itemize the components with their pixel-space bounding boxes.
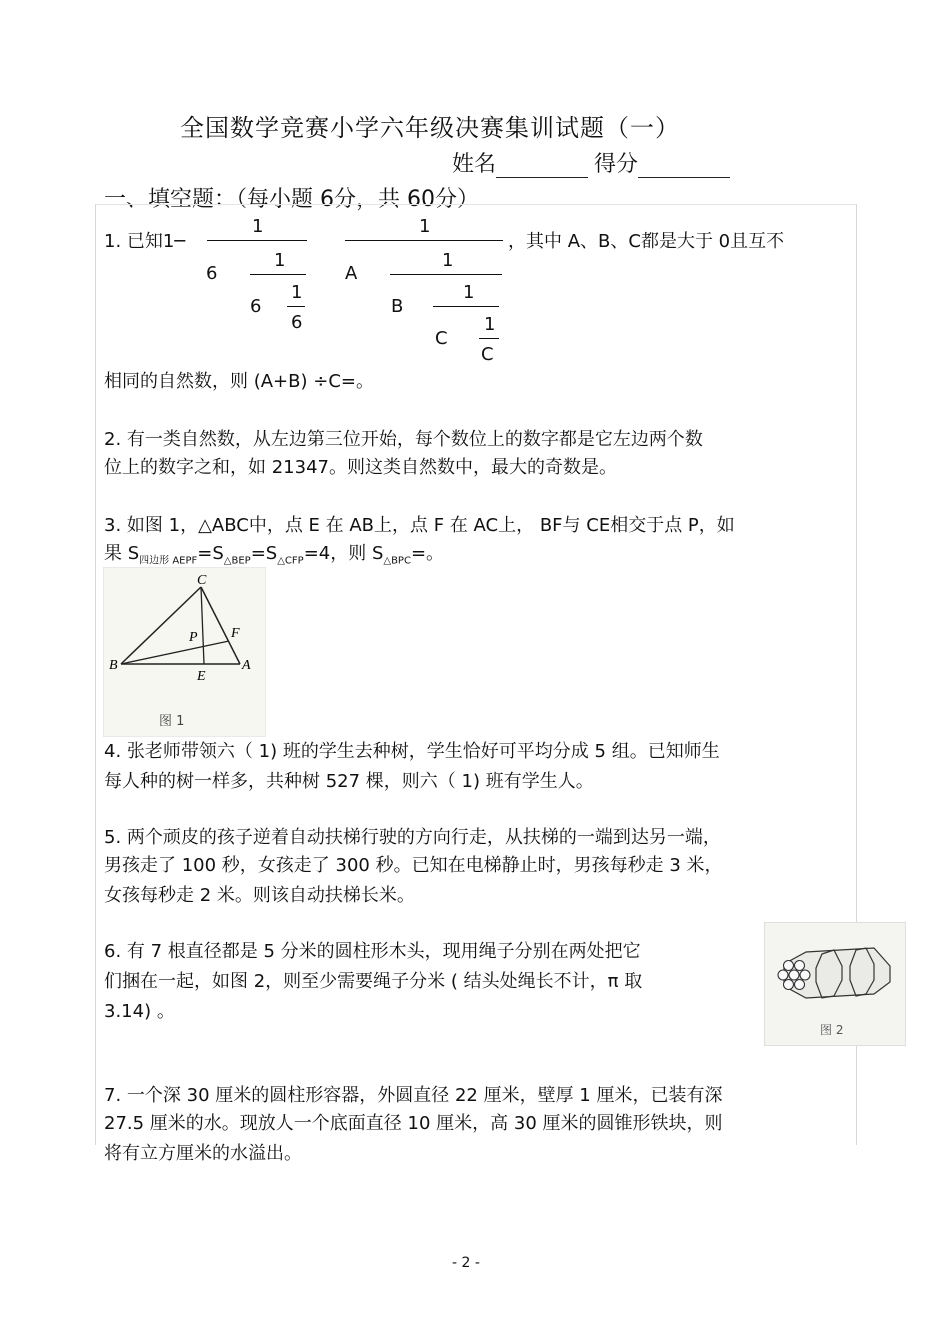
q6-line3: 3.14) 。 — [104, 1001, 175, 1022]
q5-line3: 女孩每秒走 2 米。则该自动扶梯长米。 — [104, 885, 415, 906]
q7-line1: 7. 一个深 30 厘米的圆柱形容器，外圆直径 22 厘米，壁厚 1 厘米，已装有深 — [104, 1085, 723, 1106]
page-title: 全国数学竞赛小学六年级决赛集训试题（一） — [180, 114, 680, 142]
q1-right-bar — [345, 240, 503, 241]
q1-left-six-3: 6 — [291, 312, 303, 333]
label-P: P — [189, 630, 198, 645]
figure-1-caption: 图 1 — [159, 714, 185, 729]
score-blank[interactable] — [638, 155, 730, 178]
q1-line2: 相同的自然数，则 (A+B) ÷C=。 — [104, 371, 374, 392]
q1-left-bar — [207, 240, 307, 241]
label-E: E — [197, 669, 206, 684]
label-F: F — [231, 626, 240, 641]
figure-2-logs — [764, 922, 906, 1046]
q1-right-numerator: 1 — [419, 216, 431, 237]
q5-line2: 男孩走了 100 秒，女孩走了 300 秒。已知在电梯静止时，男孩每秒走 3 米， — [104, 855, 723, 876]
q1-left-inner-bar — [250, 274, 306, 275]
q3-line2: 果 $S_{四边形 AEPF}=S_{\triangle BEP}=S_{\triangle CFP}=4$，则 $S_{\triangle BPC}=$。 — [104, 543, 445, 567]
q1-left-numerator: 1 — [252, 216, 264, 237]
name-blank[interactable] — [496, 155, 588, 178]
q1-right-C: C — [435, 328, 448, 349]
section-heading: 一、填空题：（每小题 6分，共 60分） — [104, 187, 479, 212]
q1-right-A: A — [345, 263, 358, 284]
q4-line1: 4. 张老师带领六（ 1) 班的学生去种树，学生恰好可平均分成 5 组。已知师生 — [104, 741, 720, 762]
q1-right-inner3-bar — [479, 338, 499, 339]
q1-left-six-2: 6 — [250, 296, 262, 317]
q1-right-inner2-bar — [433, 306, 499, 307]
label-B: B — [109, 658, 118, 673]
q2-line2: 位上的数字之和，如 21347。则这类自然数中，最大的奇数是。 — [104, 457, 617, 478]
q1-left-inner2-numerator: 1 — [291, 282, 303, 303]
q1-suffix: ，其中 A、B、C都是大于 0且互不 — [508, 231, 785, 252]
q1-left-inner2-bar — [287, 306, 305, 307]
q1-right-inner-bar — [390, 274, 502, 275]
score-label: 得分 — [594, 152, 639, 177]
q2-line1: 2. 有一类自然数，从左边第三位开始，每个数位上的数字都是它左边两个数 — [104, 429, 703, 450]
label-C: C — [197, 573, 207, 588]
q1-prefix: 1. 已知1─ — [104, 231, 186, 252]
q1-right-C-2: C — [481, 344, 494, 365]
q1-left-inner-numerator: 1 — [274, 250, 286, 271]
q6-line2: 们捆在一起，如图 2，则至少需要绳子分米 ( 结头处绳长不计，π 取 — [104, 971, 643, 992]
q6-line1: 6. 有 7 根直径都是 5 分米的圆柱形木头，现用绳子分别在两处把它 — [104, 941, 641, 962]
figure-2-caption: 图 2 — [820, 1023, 844, 1037]
q1-right-inner-numerator: 1 — [442, 250, 454, 271]
q7-line2: 27.5 厘米的水。现放人一个底面直径 10 厘米，高 30 厘米的圆锥形铁块，则 — [104, 1113, 723, 1134]
page-number: - 2 - — [452, 1255, 480, 1271]
q7-line3: 将有立方厘米的水溢出。 — [104, 1143, 302, 1164]
q1-right-B: B — [391, 296, 404, 317]
q5-line1: 5. 两个顽皮的孩子逆着自动扶梯行驶的方向行走，从扶梯的一端到达另一端， — [104, 827, 721, 848]
figure-1-triangle — [103, 567, 266, 737]
label-A: A — [242, 658, 251, 673]
q1-left-six-1: 6 — [206, 263, 218, 284]
q1-right-inner3-numerator: 1 — [484, 314, 496, 335]
q3-line1: 3. 如图 1，△ABC中，点 E 在 AB上，点 F 在 AC上， BF与 CE相交于点 P，如 — [104, 515, 735, 536]
q4-line2: 每人种的树一样多，共种树 527 棵，则六（ 1) 班有学生人。 — [104, 771, 594, 792]
name-label: 姓名 — [452, 152, 497, 177]
q1-right-inner2-numerator: 1 — [463, 282, 475, 303]
name-score-line — [452, 147, 736, 178]
